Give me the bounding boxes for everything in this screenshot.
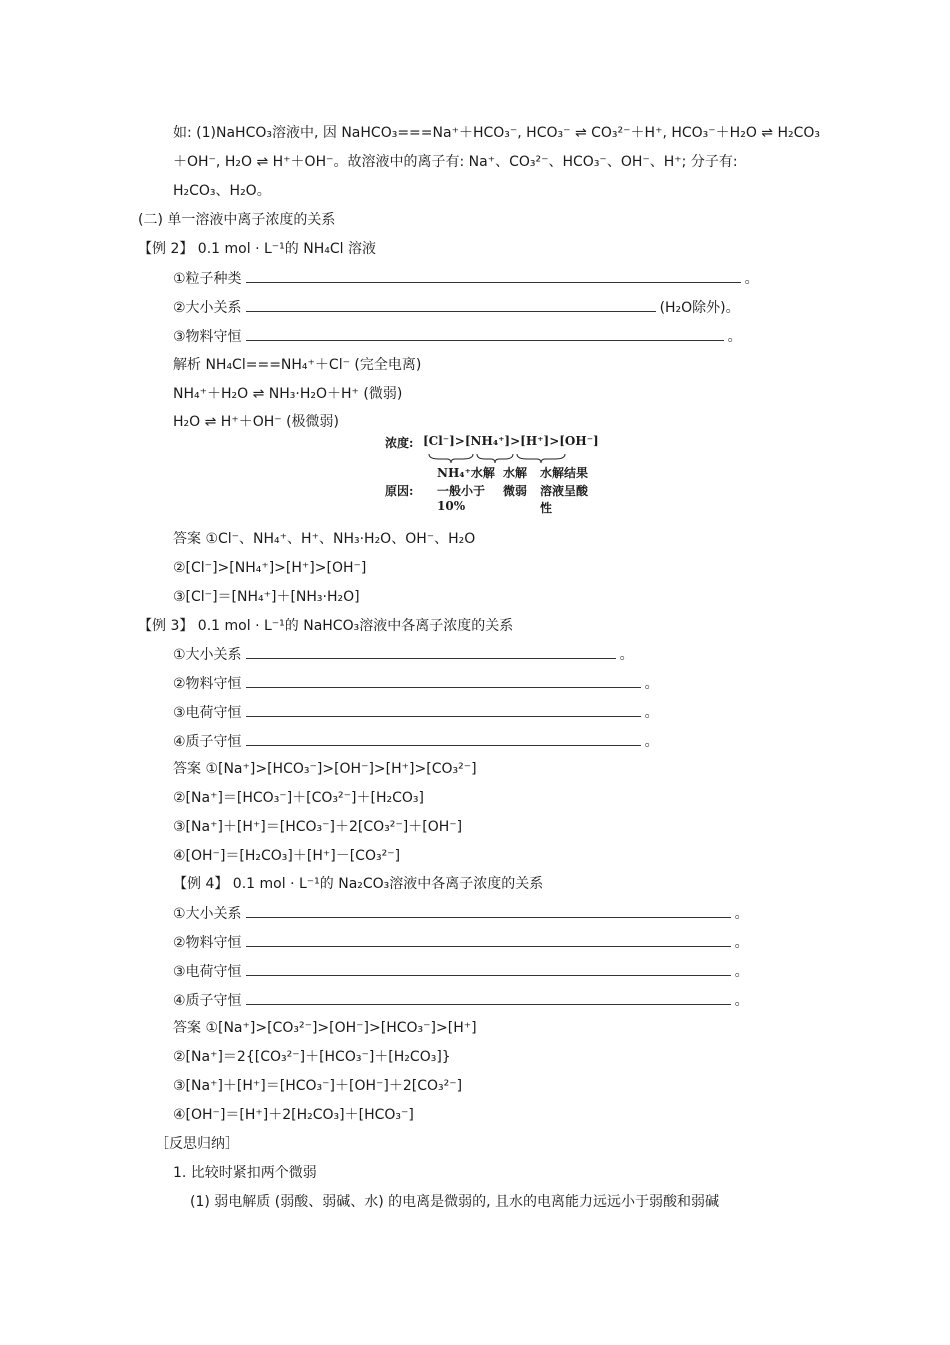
example-2-analysis-3: H₂O ⇌ H⁺＋OH⁻ (极微弱): [173, 414, 340, 430]
example-4-question-2: [173, 932, 749, 953]
figure-col1-line3: 10%: [437, 499, 466, 513]
intro-line-3: H₂CO₃、H₂O。: [173, 183, 271, 199]
figure-col1-line1: NH₄⁺水解: [437, 466, 495, 480]
intro-line-1: 如: (1)NaHCO₃溶液中, 因 NaHCO₃===Na⁺＋HCO₃⁻, HCO₃⁻ ⇌ CO₃²⁻＋H⁺, HCO₃⁻＋H₂O ⇌ H₂CO₃: [173, 125, 821, 141]
answer-blank: [246, 326, 724, 341]
example-3-question-2: [173, 673, 659, 694]
question-label: ①大小关系: [173, 647, 242, 663]
question-label: ④质子守恒: [173, 993, 242, 1009]
example-2-question-2: [173, 297, 740, 318]
example-2-analysis-1: 解析 NH₄Cl===NH₄⁺＋Cl⁻ (完全电离): [173, 357, 422, 373]
question-end: 。: [734, 935, 749, 951]
example-2-question-1: [173, 268, 759, 289]
example-4-question-3: [173, 961, 749, 982]
figure-col3-line2: 溶液呈酸: [540, 484, 589, 498]
figure-col3-line1: 水解结果: [540, 466, 589, 480]
example-3-title: 【例 3】 0.1 mol · L⁻¹的 NaHCO₃溶液中各离子浓度的关系: [138, 618, 514, 634]
question-end: 。: [734, 993, 749, 1009]
question-label: ②物料守恒: [173, 935, 242, 951]
example-2-analysis-2: NH₄⁺＋H₂O ⇌ NH₃·H₂O＋H⁺ (微弱): [173, 386, 403, 402]
question-label: ①大小关系: [173, 906, 242, 922]
answer-blank: [246, 644, 616, 659]
figure-col3-line3: 性: [540, 501, 553, 515]
example-4-answer-1: 答案 ①[Na⁺]>[CO₃²⁻]>[OH⁻]>[HCO₃⁻]>[H⁺]: [173, 1020, 477, 1036]
question-label: ③物料守恒: [173, 329, 242, 345]
question-end: 。: [644, 705, 659, 721]
question-end: 。: [734, 906, 749, 922]
question-end: 。: [619, 647, 634, 663]
example-4-question-1: [173, 903, 749, 924]
answer-blank: [246, 268, 741, 283]
example-2-answer-2: ②[Cl⁻]>[NH₄⁺]>[H⁺]>[OH⁻]: [173, 560, 367, 576]
example-4-answer-2: ②[Na⁺]＝2{[CO₃²⁻]＋[HCO₃⁻]＋[H₂CO₃]}: [173, 1049, 451, 1065]
example-3-answer-4: ④[OH⁻]＝[H₂CO₃]＋[H⁺]－[CO₃²⁻]: [173, 848, 401, 864]
example-3-answer-3: ③[Na⁺]＋[H⁺]＝[HCO₃⁻]＋2[CO₃²⁻]＋[OH⁻]: [173, 819, 463, 835]
question-label: ③电荷守恒: [173, 705, 242, 721]
example-2-answer-3: ③[Cl⁻]＝[NH₄⁺]＋[NH₃·H₂O]: [173, 589, 360, 605]
answer-blank: [246, 903, 731, 918]
question-label: ②大小关系: [173, 300, 242, 316]
figure-concentration-label: 浓度:: [385, 436, 414, 450]
answer-blank: [246, 702, 641, 717]
figure-col2-line2: 微弱: [503, 484, 528, 498]
question-label: ④质子守恒: [173, 734, 242, 750]
answer-blank: [246, 990, 731, 1005]
concentration-figure: [385, 434, 600, 514]
example-3-answer-2: ②[Na⁺]＝[HCO₃⁻]＋[CO₃²⁻]＋[H₂CO₃]: [173, 790, 424, 806]
question-end: 。: [727, 329, 742, 345]
question-end: 。: [734, 964, 749, 980]
example-4-title: 【例 4】 0.1 mol · L⁻¹的 Na₂CO₃溶液中各离子浓度的关系: [173, 876, 544, 892]
answer-blank: [246, 932, 731, 947]
example-2-title: 【例 2】 0.1 mol · L⁻¹的 NH₄Cl 溶液: [138, 241, 376, 257]
example-4-question-4: [173, 990, 749, 1011]
answer-blank: [246, 673, 641, 688]
example-3-question-1: [173, 644, 634, 665]
example-3-question-4: [173, 731, 659, 752]
figure-concentration-expr: [Cl⁻]>[NH₄⁺]>[H⁺]>[OH⁻]: [423, 434, 599, 448]
figure-col1-line2: 一般小于: [437, 484, 486, 498]
reflection-point-1: 1. 比较时紧扣两个微弱: [173, 1165, 317, 1181]
answer-blank: [246, 297, 656, 312]
question-end: 。: [744, 271, 759, 287]
answer-blank: [246, 731, 641, 746]
question-end: 。: [644, 676, 659, 692]
example-4-answer-4: ④[OH⁻]＝[H⁺]＋2[H₂CO₃]＋[HCO₃⁻]: [173, 1107, 414, 1123]
intro-line-2: ＋OH⁻, H₂O ⇌ H⁺＋OH⁻。故溶液中的离子有: Na⁺、CO₃²⁻、HCO₃⁻、OH⁻、H⁺; 分子有:: [173, 154, 738, 170]
reflection-point-1-1: (1) 弱电解质 (弱酸、弱碱、水) 的电离是微弱的, 且水的电离能力远远小于弱酸和弱碱: [190, 1194, 720, 1210]
example-4-answer-3: ③[Na⁺]＋[H⁺]＝[HCO₃⁻]＋[OH⁻]＋2[CO₃²⁻]: [173, 1078, 463, 1094]
example-3-question-3: [173, 702, 659, 723]
section-title: (二) 单一溶液中离子浓度的关系: [138, 212, 336, 228]
example-2-question-3: [173, 326, 742, 347]
question-label: ②物料守恒: [173, 676, 242, 692]
question-label: ③电荷守恒: [173, 964, 242, 980]
example-3-answer-1: 答案 ①[Na⁺]>[HCO₃⁻]>[OH⁻]>[H⁺]>[CO₃²⁻]: [173, 761, 477, 777]
figure-reason-label: 原因:: [385, 484, 414, 498]
answer-blank: [246, 961, 731, 976]
figure-col2-line1: 水解: [503, 466, 528, 480]
question-end: 。: [644, 734, 659, 750]
example-2-answer-1: 答案 ①Cl⁻、NH₄⁺、H⁺、NH₃·H₂O、OH⁻、H₂O: [173, 531, 476, 547]
question-end: (H₂O除外)。: [659, 300, 740, 316]
reflection-title: ［反思归纳］: [155, 1136, 239, 1152]
question-label: ①粒子种类: [173, 271, 242, 287]
